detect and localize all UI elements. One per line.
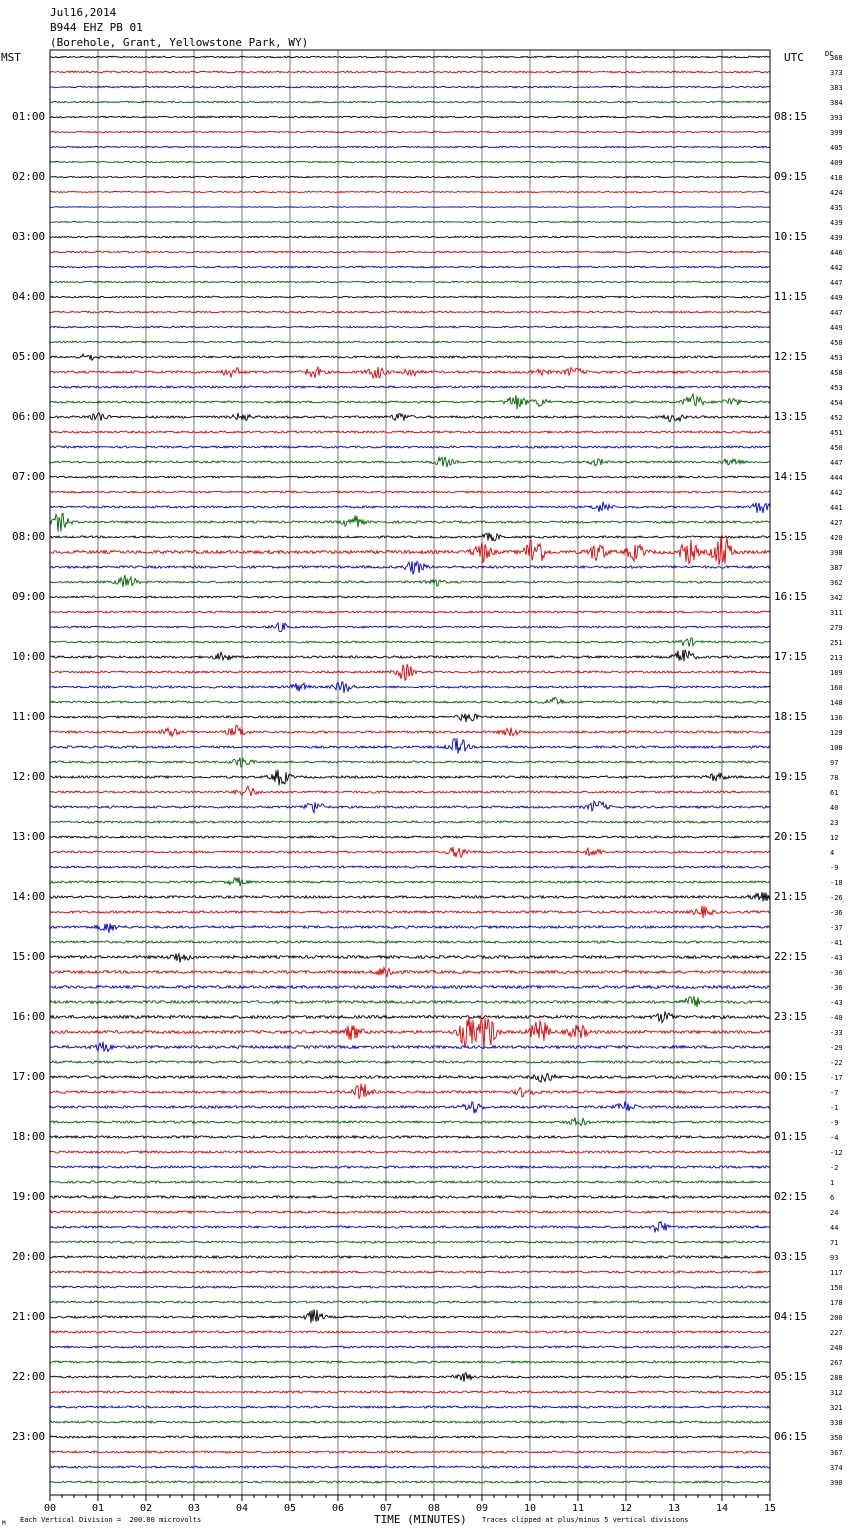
utc-hour-label: 14:15 — [774, 470, 808, 483]
trace-line — [50, 457, 770, 467]
dc-offset-value: -43 — [830, 954, 843, 962]
trace-line — [50, 341, 770, 343]
dc-offset-value: 424 — [830, 189, 843, 197]
utc-hour-label: 17:15 — [774, 650, 808, 663]
utc-hour-label: 02:15 — [774, 1190, 808, 1203]
trace-line — [50, 596, 770, 598]
dc-offset-value: -41 — [830, 939, 843, 947]
trace-line — [50, 536, 770, 565]
x-tick-label-06: 06 — [331, 1503, 345, 1514]
clip-note: Traces clipped at plus/minus 5 vertical divisions — [482, 1516, 689, 1524]
dc-offset-value: 312 — [830, 1389, 843, 1397]
x-tick-label-14: 14 — [715, 1503, 729, 1514]
trace-line — [50, 575, 770, 587]
utc-hour-label: 04:15 — [774, 1310, 808, 1323]
mst-hour-label: 14:00 — [12, 890, 46, 903]
trace-line — [50, 714, 770, 723]
trace-line — [50, 786, 770, 796]
trace-line — [50, 953, 770, 962]
mst-hour-label: 12:00 — [12, 770, 46, 783]
trace-line — [50, 413, 770, 422]
trace-line — [50, 476, 770, 478]
utc-hour-label: 22:15 — [774, 950, 808, 963]
mst-hour-label: 15:00 — [12, 950, 46, 963]
dc-offset-value: 439 — [830, 219, 843, 227]
station-label: B944 EHZ PB 01 — [50, 21, 143, 34]
trace-line — [50, 431, 770, 433]
utc-hour-label: 10:15 — [774, 230, 808, 243]
dc-offset-value: 387 — [830, 564, 843, 572]
trace-line — [50, 1166, 770, 1168]
mst-hour-label: 11:00 — [12, 710, 46, 723]
trace-line — [50, 968, 770, 977]
utc-hour-label: 19:15 — [774, 770, 808, 783]
seismic-traces — [50, 56, 770, 1483]
right-timezone-label: UTC — [784, 51, 804, 64]
dc-offset-value: 442 — [830, 489, 843, 497]
utc-hour-label: 06:15 — [774, 1430, 808, 1443]
trace-line — [50, 161, 770, 162]
dc-offset-value: 227 — [830, 1329, 843, 1337]
dc-offset-value: 435 — [830, 204, 843, 212]
trace-line — [50, 131, 770, 132]
trace-line — [50, 1481, 770, 1483]
trace-line — [50, 1466, 770, 1468]
dc-offset-value: 374 — [830, 1464, 843, 1472]
trace-line — [50, 1256, 770, 1258]
trace-line — [50, 836, 770, 838]
dc-offset-value: -36 — [830, 909, 843, 917]
x-axis — [44, 1495, 776, 1514]
dc-offset-value: -2 — [830, 1164, 839, 1172]
x-tick-label-10: 10 — [523, 1503, 537, 1514]
dc-offset-value: -43 — [830, 999, 843, 1007]
dc-offset-value: 446 — [830, 249, 843, 257]
dc-offset-value: -36 — [830, 969, 843, 977]
trace-line — [50, 877, 770, 886]
trace-line — [50, 296, 770, 298]
dc-offset-value: 442 — [830, 264, 843, 272]
trace-line — [50, 533, 770, 541]
mst-hour-label: 22:00 — [12, 1370, 46, 1383]
dc-offset-value: 1 — [830, 1179, 835, 1187]
trace-line — [50, 1406, 770, 1408]
dc-offset-value: 248 — [830, 1344, 843, 1352]
mst-hour-label: 01:00 — [12, 110, 46, 123]
x-tick-label-15: 15 — [763, 1503, 777, 1514]
trace-line — [50, 1222, 770, 1233]
trace-line — [50, 71, 770, 73]
dc-offset-value: 452 — [830, 414, 843, 422]
dc-offset-value: -17 — [830, 1074, 843, 1082]
left-timezone-label: MST — [1, 51, 21, 64]
trace-line — [50, 1421, 770, 1423]
utc-hour-label: 20:15 — [774, 830, 808, 843]
mst-hour-label: 05:00 — [12, 350, 46, 363]
dc-offset-value: -36 — [830, 984, 843, 992]
utc-hour-label: 11:15 — [774, 290, 808, 303]
trace-line — [50, 386, 770, 388]
dc-offset-value: 439 — [830, 234, 843, 242]
trace-line — [50, 1373, 770, 1382]
utc-hour-label: 05:15 — [774, 1370, 808, 1383]
x-tick-label-00: 00 — [43, 1503, 57, 1514]
x-tick-label-08: 08 — [427, 1503, 441, 1514]
trace-line — [50, 1309, 770, 1322]
x-tick-label-04: 04 — [235, 1503, 249, 1514]
x-axis-title: TIME (MINUTES) — [374, 1513, 467, 1526]
dc-offset-value: 4 — [830, 849, 835, 857]
trace-line — [50, 638, 770, 647]
dc-offset-value: 97 — [830, 759, 839, 767]
dc-offset-value: 399 — [830, 129, 843, 137]
trace-line — [50, 1331, 770, 1333]
dc-offset-value: 78 — [830, 774, 839, 782]
trace-line — [50, 941, 770, 943]
mst-hour-label: 06:00 — [12, 410, 46, 423]
trace-line — [50, 682, 770, 693]
dc-offset-value: 23 — [830, 819, 839, 827]
dc-offset-value: 117 — [830, 1269, 843, 1277]
trace-line — [50, 1136, 770, 1138]
scale-note: Each Vertical Division = 200.00 microvolts — [20, 1516, 202, 1524]
trace-line — [50, 176, 770, 177]
mst-hour-label: 07:00 — [12, 470, 46, 483]
trace-line — [50, 1361, 770, 1363]
trace-line — [50, 1391, 770, 1393]
dc-offset-value: 393 — [830, 114, 843, 122]
dc-offset-value: 362 — [830, 579, 843, 587]
trace-line — [50, 251, 770, 253]
trace-line — [50, 281, 770, 283]
x-tick-label-11: 11 — [571, 1503, 585, 1514]
mst-hour-label: 19:00 — [12, 1190, 46, 1203]
utc-hour-label: 18:15 — [774, 710, 808, 723]
mst-hour-label: 09:00 — [12, 590, 46, 603]
dc-offset-value: 390 — [830, 1479, 843, 1487]
trace-line — [50, 326, 770, 328]
dc-offset-value: 458 — [830, 369, 843, 377]
dc-offset-value: 450 — [830, 444, 843, 452]
dc-offset-value: 44 — [830, 1224, 839, 1232]
trace-line — [50, 446, 770, 448]
dc-offset-value: 420 — [830, 534, 843, 542]
utc-hour-label: 00:15 — [774, 1070, 808, 1083]
utc-hour-label: 16:15 — [774, 590, 808, 603]
dc-offset-value: -29 — [830, 1044, 843, 1052]
trace-line — [50, 847, 770, 857]
mst-hour-label: 02:00 — [12, 170, 46, 183]
dc-offset-value: 383 — [830, 84, 843, 92]
x-tick-label-09: 09 — [475, 1503, 489, 1514]
mst-hour-label: 23:00 — [12, 1430, 46, 1443]
trace-line — [50, 394, 770, 409]
trace-line — [50, 738, 770, 754]
dc-offset-value: -9 — [830, 864, 839, 872]
dc-offset-value: 178 — [830, 1299, 843, 1307]
trace-line — [50, 801, 770, 812]
mst-hour-label: 20:00 — [12, 1250, 46, 1263]
x-tick-label-05: 05 — [283, 1503, 297, 1514]
mst-hour-label: 13:00 — [12, 830, 46, 843]
trace-line — [50, 996, 770, 1007]
trace-line — [50, 1286, 770, 1288]
dc-offset-value: 427 — [830, 519, 843, 527]
dc-offset-value: 453 — [830, 354, 843, 362]
utc-hour-label: 23:15 — [774, 1010, 808, 1023]
dc-offset-value: 453 — [830, 384, 843, 392]
dc-offset-value: 321 — [830, 1404, 843, 1412]
trace-line — [50, 664, 770, 680]
dc-offset-value: 350 — [830, 1434, 843, 1442]
date-label: Jul16,2014 — [50, 6, 117, 19]
trace-line — [50, 623, 770, 632]
trace-line — [50, 86, 770, 88]
dc-offset-value: 136 — [830, 714, 843, 722]
trace-line — [50, 146, 770, 147]
dc-offset-value: 449 — [830, 324, 843, 332]
trace-line — [50, 561, 770, 574]
trace-line — [50, 1011, 770, 1022]
dc-offset-value: 454 — [830, 399, 843, 407]
utc-hour-label: 13:15 — [774, 410, 808, 423]
dc-offset-value: 251 — [830, 639, 843, 647]
trace-line — [50, 236, 770, 238]
dc-offset-value: 409 — [830, 159, 843, 167]
mst-hour-label: 17:00 — [12, 1070, 46, 1083]
trace-line — [50, 758, 770, 768]
dc-offset-value: 441 — [830, 504, 843, 512]
dc-offset-value: 338 — [830, 1419, 843, 1427]
dc-offset-header: DC — [825, 50, 834, 58]
mst-hour-label: 04:00 — [12, 290, 46, 303]
trace-line — [50, 1102, 770, 1114]
dc-offset-value: 418 — [830, 174, 843, 182]
dc-offset-value: 450 — [830, 339, 843, 347]
trace-line — [50, 1346, 770, 1348]
trace-line — [50, 725, 770, 736]
dc-offset-value: 405 — [830, 144, 843, 152]
dc-offset-value: -12 — [830, 1149, 843, 1157]
dc-offset-value: 342 — [830, 594, 843, 602]
utc-hour-label: 12:15 — [774, 350, 808, 363]
trace-line — [50, 1436, 770, 1438]
dc-offset-value: 288 — [830, 1374, 843, 1382]
utc-hour-label: 15:15 — [774, 530, 808, 543]
mst-hour-label: 08:00 — [12, 530, 46, 543]
trace-line — [50, 116, 770, 118]
dc-offset-value: 189 — [830, 669, 843, 677]
trace-line — [50, 101, 770, 103]
dc-offset-value: 279 — [830, 624, 843, 632]
dc-offset-value: -9 — [830, 1119, 839, 1127]
dc-offset-value: 444 — [830, 474, 843, 482]
trace-line — [50, 650, 770, 662]
dc-offset-value: 148 — [830, 699, 843, 707]
dc-offset-value: -33 — [830, 1029, 843, 1037]
dc-offset-value: 451 — [830, 429, 843, 437]
trace-line — [50, 821, 770, 823]
x-tick-label-13: 13 — [667, 1503, 681, 1514]
dc-offset-value: 398 — [830, 549, 843, 557]
dc-offset-value: 367 — [830, 1449, 843, 1457]
dc-offset-value: 108 — [830, 744, 843, 752]
trace-line — [50, 207, 770, 208]
mst-hour-label: 21:00 — [12, 1310, 46, 1323]
dc-offset-value: 12 — [830, 834, 839, 842]
trace-line — [50, 986, 770, 989]
trace-line — [50, 1151, 770, 1153]
trace-line — [50, 923, 770, 932]
trace-line — [50, 266, 770, 268]
trace-line — [50, 502, 770, 513]
dc-offset-value: -40 — [830, 1014, 843, 1022]
dc-offset-value: 267 — [830, 1359, 843, 1367]
trace-line — [50, 866, 770, 868]
trace-line — [50, 1241, 770, 1243]
dc-offset-value: 447 — [830, 279, 843, 287]
x-tick-label-07: 07 — [379, 1503, 393, 1514]
trace-line — [50, 892, 770, 901]
dc-offset-value: 160 — [830, 684, 843, 692]
dc-offset-value: 6 — [830, 1194, 835, 1202]
trace-line — [50, 1211, 770, 1213]
dc-offset-value: 200 — [830, 1314, 843, 1322]
dc-offset-value: 213 — [830, 654, 843, 662]
dc-offset-value: 311 — [830, 609, 843, 617]
trace-line — [50, 1271, 770, 1273]
trace-line — [50, 513, 770, 531]
dc-offset-value: 368 — [830, 54, 843, 62]
utc-hour-label: 09:15 — [774, 170, 808, 183]
dc-offset-value: -18 — [830, 879, 843, 887]
dc-offset-value: 449 — [830, 294, 843, 302]
trace-line — [50, 770, 770, 786]
trace-line — [50, 354, 770, 360]
trace-line — [50, 1301, 770, 1303]
trace-line — [50, 906, 770, 918]
trace-line — [50, 191, 770, 192]
x-tick-label-03: 03 — [187, 1503, 201, 1514]
x-tick-label-01: 01 — [91, 1503, 105, 1514]
utc-hour-label: 08:15 — [774, 110, 808, 123]
trace-line — [50, 221, 770, 222]
dc-offset-value: 384 — [830, 99, 843, 107]
dc-offset-value: 71 — [830, 1239, 839, 1247]
dc-offset-value: 40 — [830, 804, 839, 812]
x-tick-label-02: 02 — [139, 1503, 153, 1514]
trace-line — [50, 1118, 770, 1126]
trace-line — [50, 367, 770, 378]
dc-offset-value: -7 — [830, 1089, 839, 1097]
trace-line — [50, 491, 770, 493]
trace-line — [50, 611, 770, 613]
trace-line — [50, 1196, 770, 1198]
mst-hour-label: 03:00 — [12, 230, 46, 243]
trace-line — [50, 697, 770, 704]
trace-line — [50, 1084, 770, 1099]
trace-line — [50, 1451, 770, 1453]
trace-line — [50, 311, 770, 313]
dc-offset-value: -26 — [830, 894, 843, 902]
dc-offset-value: -4 — [830, 1134, 839, 1142]
mst-hour-label: 18:00 — [12, 1130, 46, 1143]
x-tick-label-12: 12 — [619, 1503, 633, 1514]
location-label: (Borehole, Grant, Yellowstone Park, WY) — [50, 36, 309, 49]
dc-offset-value: 24 — [830, 1209, 839, 1217]
dc-offset-value: -37 — [830, 924, 843, 932]
trace-line — [50, 1042, 770, 1052]
utc-hour-label: 01:15 — [774, 1130, 808, 1143]
dc-offset-value: 93 — [830, 1254, 839, 1262]
dc-offset-value: 373 — [830, 69, 843, 77]
dc-offset-value: 61 — [830, 789, 839, 797]
dc-offset-value: 447 — [830, 459, 843, 467]
mst-hour-label: 10:00 — [12, 650, 46, 663]
dc-offset-value: -22 — [830, 1059, 843, 1067]
trace-line — [50, 1181, 770, 1183]
dc-offset-value: 150 — [830, 1284, 843, 1292]
mst-hour-label: 16:00 — [12, 1010, 46, 1023]
trace-line — [50, 56, 770, 58]
dc-offset-value: -1 — [830, 1104, 839, 1112]
utc-hour-label: 21:15 — [774, 890, 808, 903]
corner-mark: M — [2, 1520, 6, 1527]
trace-line — [50, 1074, 770, 1083]
dc-offset-value: 447 — [830, 309, 843, 317]
utc-hour-label: 03:15 — [774, 1250, 808, 1263]
dc-offset-value: 129 — [830, 729, 843, 737]
trace-line — [50, 1061, 770, 1063]
